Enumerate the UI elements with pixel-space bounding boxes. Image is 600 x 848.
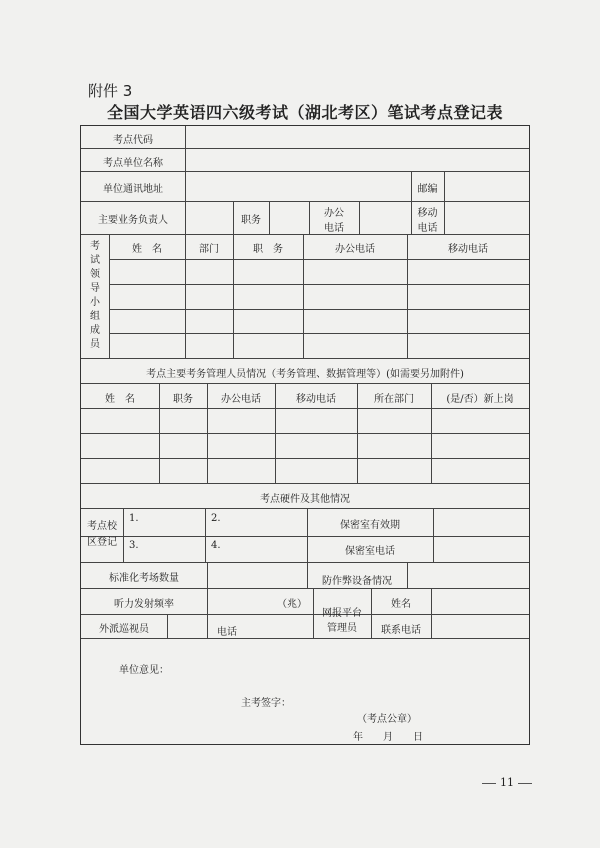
inspector-phone-label: 电话 <box>217 627 237 638</box>
staff-section-title: 考点主要考务管理人员情况（考务管理、数据管理等）(如需要另加附件) <box>146 369 464 380</box>
online-admin-label-2: 管理员 <box>327 623 357 634</box>
address-label: 单位通讯地址 <box>103 184 163 195</box>
mobile-label-2: 电话 <box>417 223 438 234</box>
page-number: 11 <box>478 776 536 789</box>
office-phone-label-1: 办公 <box>324 208 344 219</box>
campus-item-3: 3. <box>129 540 139 551</box>
campus-item-4: 4. <box>211 540 221 551</box>
seal-label: （考点公章） <box>357 714 417 725</box>
office-phone-label-2: 电话 <box>324 223 344 234</box>
signature-label: 主考签字： <box>241 698 291 709</box>
secure-room-valid-label: 保密室有效期 <box>340 520 400 531</box>
admin-phone-label: 联系电话 <box>381 625 421 636</box>
postcode-label: 邮编 <box>417 184 438 195</box>
staff-header-position: 职务 <box>173 394 193 405</box>
registration-form-table: 考点代码 考点单位名称 单位通讯地址 邮编 主要业务负责人 职务 办公 电话 移动 电话 考 试 领 导 小 组 成 员 姓 名 部门 职 务 办公电话 移动电话 考点主要考务管理人员情况（考务管理、数据管理等）(如需要另加附件) 姓 名 职务 办公电话 移动电话 所在部门 (是/否）新上岗 考点硬件及其他情况 考点校 区登记 1. 2. 3. 4. 保密室有效期 保密室电话 标准化考场数量 防作弊设备情况 听力发射频率 （兆） 网报平台 管理员 姓名 联系电话 外派巡视员 电话 单位意见： 主考签字： （考点公章） 年 月 日 <box>80 125 530 745</box>
leader-header-mobile: 移动电话 <box>448 244 488 255</box>
mhz-unit: （兆） <box>277 599 307 610</box>
leader-header-position: 职 务 <box>253 244 283 255</box>
hardware-section-title: 考点硬件及其他情况 <box>260 494 350 505</box>
campus-label-1: 考点校 <box>87 521 117 532</box>
unit-opinion-label: 单位意见： <box>119 665 169 676</box>
attachment-label: 附件 3 <box>88 82 133 100</box>
campus-item-2: 2. <box>211 513 221 524</box>
date-label: 年 月 日 <box>353 732 423 743</box>
leader-header-office-phone: 办公电话 <box>335 244 375 255</box>
campus-label-2: 区登记 <box>87 537 117 548</box>
inspector-label: 外派巡视员 <box>99 624 149 635</box>
anti-cheat-label: 防作弊设备情况 <box>322 576 392 587</box>
leader-label: 主要业务负责人 <box>98 215 168 226</box>
staff-header-name: 姓 名 <box>105 394 135 405</box>
staff-header-new: (是/否）新上岗 <box>446 394 514 405</box>
admin-name-label: 姓名 <box>391 599 411 610</box>
staff-header-mobile: 移动电话 <box>296 394 336 405</box>
staff-header-office-phone: 办公电话 <box>221 394 261 405</box>
std-rooms-label: 标准化考场数量 <box>109 573 179 584</box>
secure-room-phone-label: 保密室电话 <box>345 546 395 557</box>
position-label: 职务 <box>241 215 261 226</box>
online-admin-label-1: 网报平台 <box>322 608 362 619</box>
site-code-label: 考点代码 <box>113 135 153 146</box>
leader-header-name: 姓 名 <box>132 244 162 255</box>
form-title: 全国大学英语四六级考试（湖北考区）笔试考点登记表 <box>106 103 503 122</box>
leader-header-dept: 部门 <box>199 244 219 255</box>
site-unit-label: 考点单位名称 <box>103 158 163 169</box>
campus-item-1: 1. <box>129 513 139 524</box>
listening-freq-label: 听力发射频率 <box>114 599 174 610</box>
staff-header-dept: 所在部门 <box>374 394 414 405</box>
mobile-label-1: 移动 <box>417 208 438 219</box>
